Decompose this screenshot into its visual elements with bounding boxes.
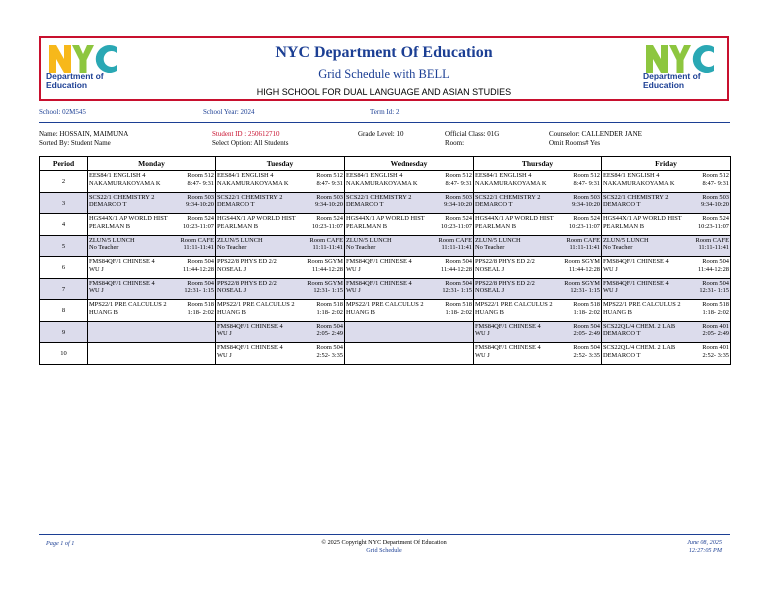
grade-level: Grade Level: 10 [358,130,404,138]
course-name: SCS22/1 CHEMISTRY 2 [603,193,669,201]
room-number: Room 512 [316,172,343,179]
schedule-cell-friday [602,257,731,279]
course-name: SCS22/1 CHEMISTRY 2 [217,193,283,201]
schedule-cell-tuesday [216,321,345,343]
course-name: ZLUN/5 LUNCH [89,236,135,244]
school-name: HIGH SCHOOL FOR DUAL LANGUAGE AND ASIAN STUDIES [256,87,512,97]
teacher-name: DEMARCO T [217,201,255,209]
period-time: 11:44-12:28 [311,265,343,273]
period-number: 2 [40,171,88,193]
room-number: Room 504 [573,344,600,351]
course-name: MPS22/1 PRE CALCULUS 2 [217,301,295,308]
period-time: 9:34-10:20 [700,201,729,209]
teacher-name: NOSEAL J [217,287,247,295]
room-number: Room 504 [316,344,343,351]
sorted-by: Sorted By: Student Name [39,139,111,147]
course-name: ZLUN/5 LUNCH [603,236,649,244]
schedule-row [40,235,731,257]
schedule-cell-friday [602,343,731,365]
schedule-cell-tuesday [216,343,345,365]
room-number: Room 512 [445,172,472,179]
course-name: FMS84QF/1 CHINESE 4 [475,344,541,351]
room-number: Room CAFE [180,236,214,244]
term-id: Term Id: 2 [370,108,400,116]
period-time: 11:44-12:28 [182,265,214,273]
schedule-row [40,300,731,322]
teacher-name: NOSEAL J [475,287,505,295]
schedule-cell-thursday [474,214,602,236]
schedule-cell-tuesday [216,257,345,279]
teacher-name: WU J [475,330,490,338]
room-number: Room CAFE [695,236,729,244]
period-time: 11:44-12:28 [440,265,472,273]
page-subtitle: Grid Schedule with BELL [318,67,450,81]
course-name: FMS84QF/1 CHINESE 4 [89,279,155,287]
teacher-name: DEMARCO T [603,330,641,338]
teacher-name: DEMARCO T [475,201,513,209]
teacher-name: WU J [603,265,618,273]
room-number: Room 524 [316,215,343,222]
course-name: EES84/1 ENGLISH 4 [346,172,403,179]
period-time: 12:31- 1:15 [699,287,729,295]
school-code: School: 02M545 [39,108,86,116]
period-time: 1:18- 2:02 [187,308,214,316]
period-time: 8:47- 9:31 [702,179,729,187]
course-name: EES84/1 ENGLISH 4 [217,172,274,179]
divider [39,122,730,123]
course-name: ZLUN/5 LUNCH [217,236,263,244]
teacher-name: DEMARCO T [89,201,127,209]
room-number: Room 524 [187,215,214,222]
course-name: MPS22/1 PRE CALCULUS 2 [603,301,681,308]
report-header [39,36,729,101]
period-number: 9 [40,321,88,343]
teacher-name: PEARLMAN B [346,222,388,230]
room-number: Room 518 [702,301,729,308]
period-time: 2:05- 2:49 [702,330,729,338]
room-number: Room 504 [702,258,729,265]
schedule-cell-tuesday [216,278,345,300]
period-time: 11:44-12:28 [568,265,600,273]
course-name: FMS84QF/1 CHINESE 4 [603,279,669,287]
room-number: Room 504 [573,322,600,330]
course-name: HGS44X/1 AP WORLD HIST [475,215,554,222]
report-time: 12:27:05 PM [688,547,722,554]
schedule-cell-friday [602,278,731,300]
schedule-body [40,171,731,365]
room-number: Room 504 [702,279,729,287]
schedule-cell-thursday [474,300,602,322]
course-name: SCS22/1 CHEMISTRY 2 [346,193,412,201]
page-title: NYC Department Of Education [275,44,493,61]
course-name: FMS84QF/1 CHINESE 4 [475,322,541,330]
period-number: 5 [40,235,88,257]
schedule-row [40,257,731,279]
room-number: Room 524 [445,215,472,222]
period-time: 11:11-11:41 [569,244,600,252]
course-name: HGS44X/1 AP WORLD HIST [346,215,425,222]
period-time: 10:23-11:07 [440,222,472,230]
teacher-name: PEARLMAN B [217,222,259,230]
period-number: 6 [40,257,88,279]
schedule-cell-wednesday [345,192,474,214]
period-time: 11:11-11:41 [698,244,729,252]
official-class: Official Class: 01G [445,130,500,138]
teacher-name: NAKAMURAKOYAMA K [89,179,161,187]
teacher-name: WU J [217,330,232,338]
period-time: 8:47- 9:31 [445,179,472,187]
schedule-cell-monday [88,321,216,343]
room-number: Room SGYM [307,258,343,265]
schedule-cell-monday [88,300,216,322]
teacher-name: WU J [89,287,104,295]
teacher-name: DEMARCO T [603,351,641,359]
period-time: 8:47- 9:31 [573,179,600,187]
period-time: 10:23-11:07 [697,222,729,230]
room-number: Room SGYM [564,279,600,287]
col-header-period: Period [40,157,88,171]
room-number: Room 504 [445,258,472,265]
period-time: 10:23-11:07 [311,222,343,230]
period-time: 2:52- 3:35 [316,351,343,359]
room-number: Room 504 [187,279,214,287]
period-time: 11:11-11:41 [441,244,472,252]
room-number: Room 503 [702,193,729,201]
schedule-cell-thursday [474,235,602,257]
course-name: FMS84QF/1 CHINESE 4 [346,258,412,265]
select-option: Select Option: All Students [212,139,289,147]
teacher-name: No Teacher [346,244,376,252]
room-number: Room 512 [187,172,214,179]
nyc-doe-logo-right [641,42,721,94]
schedule-cell-tuesday [216,171,345,193]
teacher-name: No Teacher [89,244,119,252]
schedule-cell-friday [602,214,731,236]
teacher-name: HUANG B [89,308,118,316]
course-name: MPS22/1 PRE CALCULUS 2 [475,301,553,308]
period-time: 1:18- 2:02 [702,308,729,316]
schedule-cell-friday [602,321,731,343]
logo-department-text: Department of Education [643,71,701,90]
room-number: Room 503 [187,193,214,201]
period-time: 9:34-10:20 [571,201,600,209]
schedule-cell-friday [602,171,731,193]
teacher-name: WU J [346,265,361,273]
course-name: PPS22/8 PHYS ED 2/2 [475,279,535,287]
teacher-name: No Teacher [475,244,505,252]
student-name: Name: HOSSAIN, MAIMUNA [39,130,129,138]
schedule-cell-thursday [474,192,602,214]
teacher-name: NAKAMURAKOYAMA K [217,179,289,187]
footer-divider [39,534,730,535]
school-year: School Year: 2024 [203,108,255,116]
course-name: FMS84QF/1 CHINESE 4 [217,322,283,330]
schedule-cell-friday [602,300,731,322]
room-number: Room CAFE [566,236,600,244]
period-time: 10:23-11:07 [568,222,600,230]
schedule-cell-monday [88,235,216,257]
room-number: Room 504 [445,279,472,287]
course-name: ZLUN/5 LUNCH [475,236,521,244]
period-number: 3 [40,192,88,214]
period-time: 10:23-11:07 [182,222,214,230]
course-name: MPS22/1 PRE CALCULUS 2 [346,301,424,308]
period-time: 11:11-11:41 [312,244,343,252]
col-header-tuesday: Tuesday [216,157,345,171]
omit-rooms: Omit Rooms# Yes [549,139,601,147]
col-header-friday: Friday [602,157,731,171]
room-number: Room 504 [187,258,214,265]
teacher-name: HUANG B [217,308,246,316]
course-name: FMS84QF/1 CHINESE 4 [217,344,283,351]
page-number: Page 1 of 1 [46,540,75,547]
room-number: Room 503 [316,193,343,201]
course-name: FMS84QF/1 CHINESE 4 [89,258,155,265]
course-name: HGS44X/1 AP WORLD HIST [217,215,296,222]
nyc-logo-letters [645,44,715,74]
period-time: 8:47- 9:31 [316,179,343,187]
room-number: Room CAFE [309,236,343,244]
period-time: 11:11-11:41 [183,244,214,252]
period-number: 4 [40,214,88,236]
schedule-grid [39,156,731,365]
course-name: SCS22/1 CHEMISTRY 2 [89,193,155,201]
room-number: Room 512 [573,172,600,179]
course-name: PPS22/8 PHYS ED 2/2 [475,258,535,265]
period-time: 12:31- 1:15 [570,287,600,295]
room-number: Room 504 [316,322,343,330]
room-number: Room 518 [187,301,214,308]
course-name: PPS22/8 PHYS ED 2/2 [217,258,277,265]
teacher-name: DEMARCO T [346,201,384,209]
course-name: SCS22/1 CHEMISTRY 2 [475,193,541,201]
room-number: Room 518 [445,301,472,308]
course-name: EES84/1 ENGLISH 4 [603,172,660,179]
teacher-name: WU J [89,265,104,273]
schedule-cell-tuesday [216,300,345,322]
teacher-name: NOSEAL J [217,265,247,273]
room-number: Room 524 [573,215,600,222]
course-name: HGS44X/1 AP WORLD HIST [603,215,682,222]
period-time: 2:05- 2:49 [316,330,343,338]
period-time: 1:18- 2:02 [445,308,472,316]
schedule-cell-monday [88,171,216,193]
schedule-cell-wednesday [345,300,474,322]
schedule-cell-monday [88,343,216,365]
period-time: 12:31- 1:15 [313,287,343,295]
schedule-cell-friday [602,235,731,257]
schedule-cell-monday [88,192,216,214]
student-id: Student ID : 250612710 [212,130,280,138]
schedule-cell-monday [88,257,216,279]
teacher-name: WU J [217,351,232,359]
period-time: 2:52- 3:35 [573,351,600,359]
schedule-cell-monday [88,278,216,300]
teacher-name: NAKAMURAKOYAMA K [603,179,675,187]
period-number: 7 [40,278,88,300]
report-name: Grid Schedule [366,547,402,554]
logo-department-text: Department of Education [46,71,104,90]
teacher-name: HUANG B [603,308,632,316]
period-time: 9:34-10:20 [185,201,214,209]
schedule-cell-monday [88,214,216,236]
schedule-cell-thursday [474,343,602,365]
teacher-name: No Teacher [217,244,247,252]
course-name: SCS22QL/4 CHEM. 2 LAB [603,344,676,351]
course-name: PPS22/8 PHYS ED 2/2 [217,279,277,287]
schedule-cell-thursday [474,278,602,300]
course-name: EES84/1 ENGLISH 4 [89,172,146,179]
room-number: Room SGYM [307,279,343,287]
room-number: Room 401 [702,322,729,330]
teacher-name: PEARLMAN B [475,222,517,230]
teacher-name: No Teacher [603,244,633,252]
period-time: 12:31- 1:15 [184,287,214,295]
col-header-thursday: Thursday [474,157,602,171]
schedule-cell-thursday [474,171,602,193]
schedule-cell-thursday [474,321,602,343]
teacher-name: HUANG B [346,308,375,316]
room-number: Room CAFE [438,236,472,244]
period-time: 1:18- 2:02 [316,308,343,316]
room-number: Room 512 [702,172,729,179]
teacher-name: NAKAMURAKOYAMA K [475,179,547,187]
room-number: Room 401 [702,344,729,351]
teacher-name: WU J [346,287,361,295]
schedule-row [40,214,731,236]
schedule-cell-friday [602,192,731,214]
room-number: Room SGYM [564,258,600,265]
schedule-cell-wednesday [345,343,474,365]
room-label: Room: [445,139,465,147]
period-number: 10 [40,343,88,365]
teacher-name: PEARLMAN B [603,222,645,230]
teacher-name: PEARLMAN B [89,222,131,230]
teacher-name: NAKAMURAKOYAMA K [346,179,418,187]
period-time: 11:44-12:28 [697,265,729,273]
teacher-name: DEMARCO T [603,201,641,209]
period-time: 2:05- 2:49 [573,330,600,338]
teacher-name: NOSEAL J [475,265,505,273]
teacher-name: WU J [475,351,490,359]
room-number: Room 503 [573,193,600,201]
schedule-row [40,321,731,343]
report-date: June 08, 2025 [687,539,722,546]
schedule-cell-wednesday [345,257,474,279]
schedule-cell-wednesday [345,321,474,343]
room-number: Room 518 [573,301,600,308]
period-time: 9:34-10:20 [443,201,472,209]
course-name: FMS84QF/1 CHINESE 4 [603,258,669,265]
period-time: 2:52- 3:35 [702,351,729,359]
course-name: EES84/1 ENGLISH 4 [475,172,532,179]
course-name: HGS44X/1 AP WORLD HIST [89,215,168,222]
schedule-cell-thursday [474,257,602,279]
period-time: 1:18- 2:02 [573,308,600,316]
room-number: Room 518 [316,301,343,308]
schedule-cell-tuesday [216,214,345,236]
period-number: 8 [40,300,88,322]
period-time: 12:31- 1:15 [442,287,472,295]
schedule-cell-tuesday [216,235,345,257]
schedule-cell-tuesday [216,192,345,214]
schedule-cell-wednesday [345,214,474,236]
schedule-cell-wednesday [345,278,474,300]
course-name: FMS84QF/1 CHINESE 4 [346,279,412,287]
period-time: 9:34-10:20 [314,201,343,209]
col-header-wednesday: Wednesday [345,157,474,171]
course-name: SCS22QL/4 CHEM. 2 LAB [603,322,676,330]
schedule-cell-wednesday [345,171,474,193]
room-number: Room 503 [445,193,472,201]
course-name: MPS22/1 PRE CALCULUS 2 [89,301,167,308]
room-number: Room 524 [702,215,729,222]
teacher-name: WU J [603,287,618,295]
col-header-monday: Monday [88,157,216,171]
schedule-row [40,171,731,193]
schedule-row [40,278,731,300]
counselor: Counselor: CALLENDER JANE [549,130,642,138]
course-name: ZLUN/5 LUNCH [346,236,392,244]
schedule-cell-wednesday [345,235,474,257]
schedule-row [40,192,731,214]
grid-header-row [40,157,731,171]
period-time: 8:47- 9:31 [187,179,214,187]
copyright: © 2025 Copyright NYC Department Of Education [321,539,447,546]
schedule-row [40,343,731,365]
teacher-name: HUANG B [475,308,504,316]
